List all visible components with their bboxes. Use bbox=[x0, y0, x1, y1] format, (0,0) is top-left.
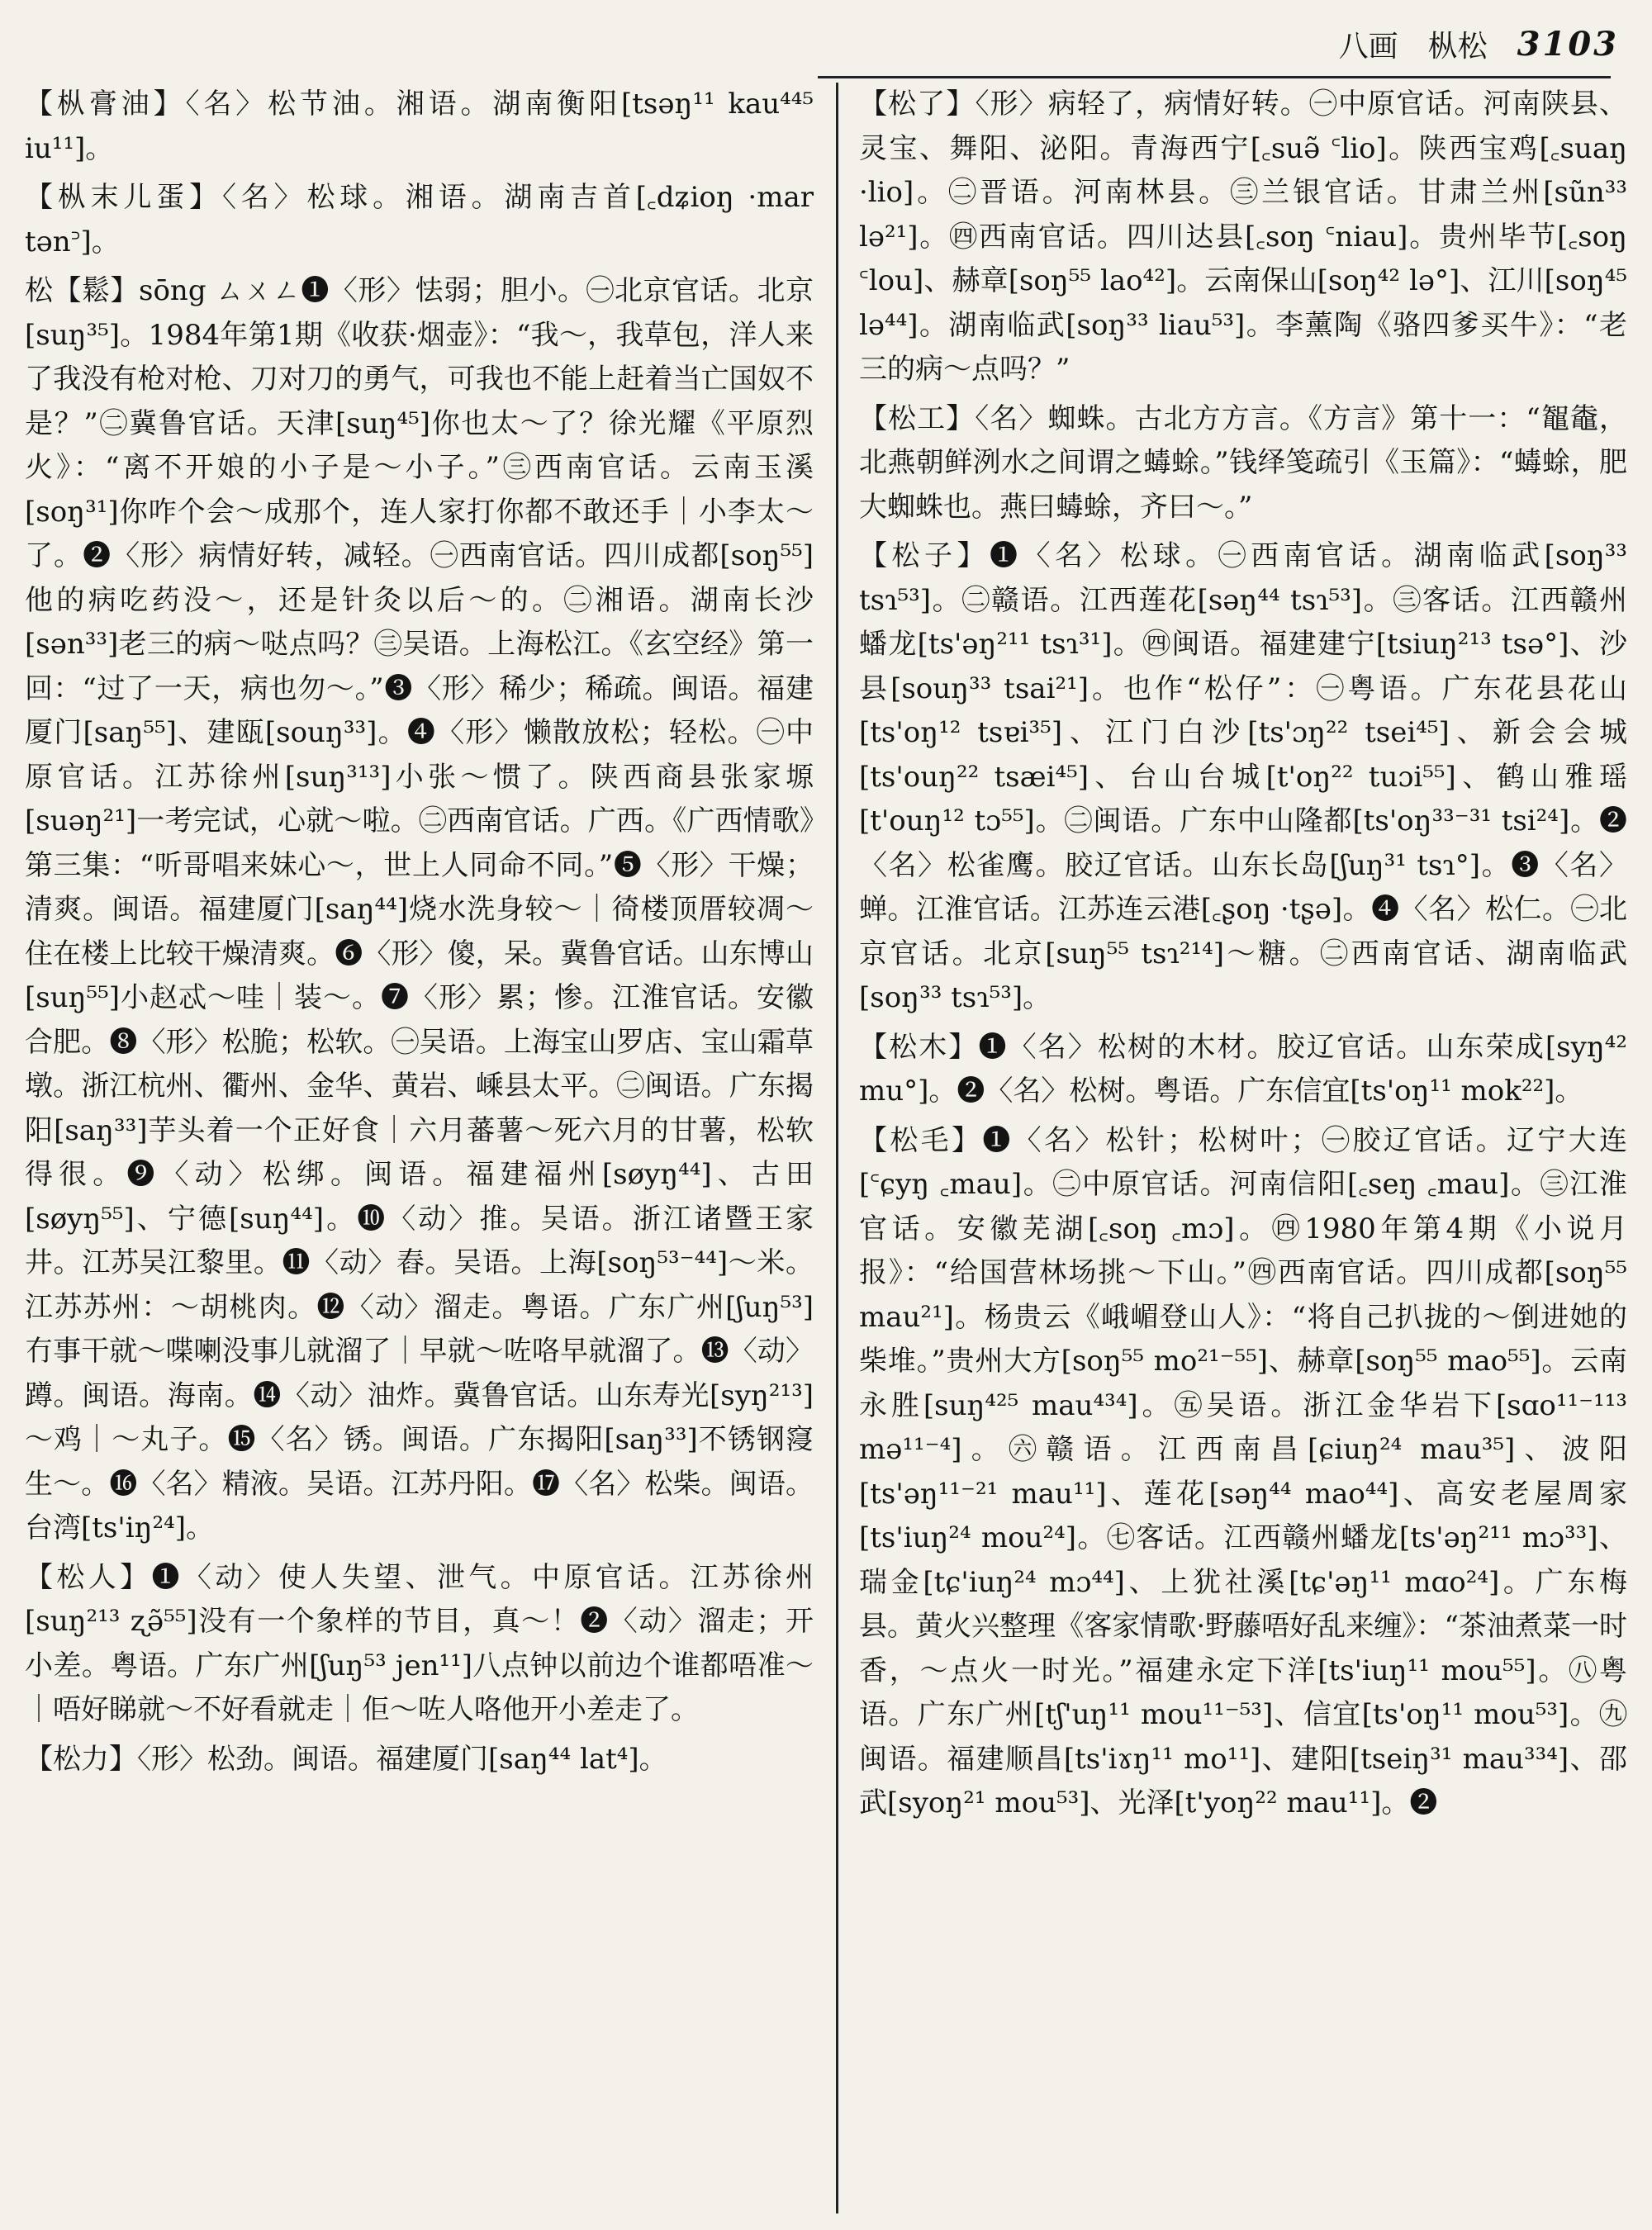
entry: 【松毛】❶〈名〉松针；松树叶；㊀胶辽官话。辽宁大连[꜂ɕyŋ ꜀mau]。㊁中原官话。河南信阳[꜀seŋ ꜀mau]。㊂江淮官话。安徽芜湖[꜀soŋ ꜀mɔ]。㊃1980年第4期《小说月报》：“给国营林场挑～下山。”㊃西南官话。四川成都[soŋ⁵⁵ mau²¹]。杨贵云《峨嵋登山人》：“将自己扒拢的～倒进她的柴堆。”贵州大方[soŋ⁵⁵ mo²¹⁻⁵⁵]、赫章[soŋ⁵⁵ mao⁵⁵]。云南永胜[suŋ⁴²⁵ mau⁴³⁴]。㊄吴语。浙江金华岩下[sɑo¹¹⁻¹¹³ mə¹¹⁻⁴]。㊅赣语。江西南昌[ɕiuŋ²⁴ mau³⁵]、波阳[ts'əŋ¹¹⁻²¹ mau¹¹]、莲花[səŋ⁴⁴ mao⁴⁴]、高安老屋周家[ts'iuŋ²⁴ mou²⁴]。㊆客话。江西赣州蟠龙[ts'əŋ²¹¹ mɔ³³]、瑞金[tɕ'iuŋ²⁴ mɔ⁴⁴]、上犹社溪[tɕ'əŋ¹¹ mɑo²⁴]。广东梅县。黄火兴整理《客家情歌·野藤唔好乱来缠》：“茶油煮菜一时香，～点火一时光。”福建永定下洋[ts'iuŋ¹¹ mou⁵⁵]。㊇粤语。广东广州[tʃ'uŋ¹¹ mou¹¹⁻⁵³]、信宜[ts'oŋ¹¹ mou⁵³]。㊈闽语。福建顺昌[ts'iɤŋ¹¹ mo¹¹]、建阳[tseiŋ³¹ mau³³⁴]、邵武[syoŋ²¹ mou⁵³]、光泽[t'yoŋ²² mau¹¹]。❷ bbox=[859, 1123, 1627, 1820]
entry: 【松了】〈形〉病轻了，病情好转。㊀中原官话。河南陕县、灵宝、舞阳、泌阳。青海西宁[꜀suə̃ ꜂lio]。陕西宝鸡[꜀suaŋ ·lio]。㊁晋语。河南林县。㊂兰银官话。甘肃兰州[sũn³³ lə²¹]。㊃西南官话。四川达县[꜀soŋ ꜂niau]。贵州毕节[꜀soŋ ꜂lou]、赫章[soŋ⁵⁵ lao⁴²]。云南保山[soŋ⁴² lə°]、江川[soŋ⁴⁵ lə⁴⁴]。湖南临武[soŋ³³ liau⁵³]。李薰陶《骆四爹买牛》：“老三的病～点吗？” bbox=[859, 88, 1627, 386]
column-divider bbox=[836, 83, 838, 2213]
header-section: 八画 bbox=[1338, 29, 1398, 64]
entry: 【松工】〈名〉蜘蛛。古北方方言。《方言》第十一：“鼅鼄，北燕朝鲜洌水之间谓之蝳蜍。”钱绎笺疏引《玉篇》：“蝳蜍，肥大蜘蛛也。燕曰蝳蜍，齐曰～。” bbox=[859, 401, 1627, 524]
entry: 【松人】❶〈动〉使人失望、泄气。中原官话。江苏徐州[suŋ²¹³ ʐə̃⁵⁵]没有一个象样的节目，真～！❷〈动〉溜走；开小差。粤语。广东广州[ʃuŋ⁵³ jen¹¹]八点钟以前边个谁都唔准～｜唔好睇就～不好看就走｜佢～咗人咯他开小差走了。 bbox=[25, 1560, 814, 1726]
entry: 【松子】❶〈名〉松球。㊀西南官话。湖南临武[soŋ³³ tsɿ⁵³]。㊁赣语。江西莲花[səŋ⁴⁴ tsɿ⁵³]。㊂客话。江西赣州蟠龙[ts'əŋ²¹¹ tsɿ³¹]。㊃闽语。福建建宁[tsiuŋ²¹³ tsə°]、沙县[souŋ³³ tsai²¹]。也作“松仔”：㊀粤语。广东花县花山[ts'oŋ¹² tsɐi³⁵]、江门白沙[ts'ɔŋ²² tsei⁴⁵]、新会会城[ts'ouŋ²² tsæi⁴⁵]、台山台城[t'oŋ²² tuɔi⁵⁵]、鹤山雅瑶[t'ouŋ¹² tɔ⁵⁵]。㊁闽语。广东中山隆都[ts'oŋ³³⁻³¹ tsi²⁴]。❷〈名〉松雀鹰。胶辽官话。山东长岛[ʃuŋ³¹ tsɿ°]。❸〈名〉蝉。江淮官话。江苏连云港[꜀ʂoŋ ·tʂə]。❹〈名〉松仁。㊀北京官话。北京[suŋ⁵⁵ tsɿ²¹⁴]～糖。㊁西南官话、湖南临武[soŋ³³ tsɿ⁵³]。 bbox=[859, 539, 1627, 1014]
entry: 【枞末儿蛋】〈名〉松球。湘语。湖南吉首[꜀dʑioŋ ·mar tən꜄]。 bbox=[25, 181, 814, 259]
entry: 【松力】〈形〉松劲。闽语。福建厦门[saŋ⁴⁴ lat⁴]。 bbox=[25, 1742, 667, 1776]
header-rule bbox=[818, 76, 1611, 78]
page-number: 3103 bbox=[1517, 24, 1619, 64]
left-column bbox=[25, 83, 814, 2213]
right-column bbox=[859, 83, 1627, 2213]
entry: 【枞膏油】〈名〉松节油。湘语。湖南衡阳[tsəŋ¹¹ kau⁴⁴⁵ iu¹¹]。 bbox=[25, 88, 814, 165]
entry: 【松木】❶〈名〉松树的木材。胶辽官话。山东荣成[syŋ⁴² mu°]。❷〈名〉松树。粤语。广东信宜[ts'oŋ¹¹ mok²²]。 bbox=[859, 1030, 1627, 1108]
headword-entry-song: 松【鬆】sōng ㄙㄨㄥ❶〈形〉怯弱；胆小。㊀北京官话。北京[suŋ³⁵]。1984年第1期《收获·烟壶》：“我～，我草包，洋人来了我没有枪对枪、刀对刀的勇气，可我也不能上赶着当亡国奴不是？”㊁冀鲁官话。天津[suŋ⁴⁵]你也太～了？徐光耀《平原烈火》：“离不开娘的小子是～小子。”㊂西南官话。云南玉溪[soŋ³¹]你咋个会～成那个，连人家打你都不敢还手｜小李太～了。❷〈形〉病情好转，减轻。㊀西南官话。四川成都[soŋ⁵⁵]他的病吃药没～，还是针灸以后～的。㊁湘语。湖南长沙[sən³³]老三的病～哒点吗？㊂吴语。上海松江。《玄空经》第一回：“过了一天，病也勿～。”❸〈形〉稀少；稀疏。闽语。福建厦门[saŋ⁵⁵]、建瓯[souŋ³³]。❹〈形〉懒散放松；轻松。㊀中原官话。江苏徐州[suŋ³¹³]小张～惯了。陕西商县张家塬[suəŋ²¹]一考完试，心就～啦。㊁西南官话。广西。《广西情歌》第三集：“听哥唱来妹心～，世上人同命不同。”❺〈形〉干燥；清爽。闽语。福建厦门[saŋ⁴⁴]烧水洗身较～｜徛楼顶厝较凋～住在楼上比较干燥清爽。❻〈形〉傻，呆。冀鲁官话。山东博山[suŋ⁵⁵]小赵忒～哇｜装～。❼〈形〉累；惨。江淮官话。安徽合肥。❽〈形〉松脆；松软。㊀吴语。上海宝山罗店、宝山霜草墩。浙江杭州、衢州、金华、黄岩、嵊县太平。㊁闽语。广东揭阳[saŋ³³]芋头着一个正好食｜六月蕃薯～死六月的甘薯，松软得很。❾〈动〉松绑。闽语。福建福州[søyŋ⁴⁴]、古田[søyŋ⁵⁵]、宁德[suŋ⁴⁴]。❿〈动〉推。吴语。浙江诸暨王家井。江苏吴江黎里。⓫〈动〉舂。吴语。上海[soŋ⁵³⁻⁴⁴]～米。江苏苏州：～胡桃肉。⓬〈动〉溜走。粤语。广东广州[ʃuŋ⁵³]冇事干就～喋喇没事儿就溜了｜早就～咗咯早就溜了。⓭〈动〉蹲。闽语。海南。⓮〈动〉油炸。冀鲁官话。山东寿光[syŋ²¹³]～鸡｜～丸子。⓯〈名〉锈。闽语。广东揭阳[saŋ³³]不锈钢䆮生～。⓰〈名〉精液。吴语。江苏丹阳。⓱〈名〉松柴。闽语。台湾[ts'iŋ²⁴]。 bbox=[25, 274, 814, 1544]
running-header bbox=[33, 15, 1619, 73]
header-chars: 枞松 bbox=[1427, 29, 1488, 64]
